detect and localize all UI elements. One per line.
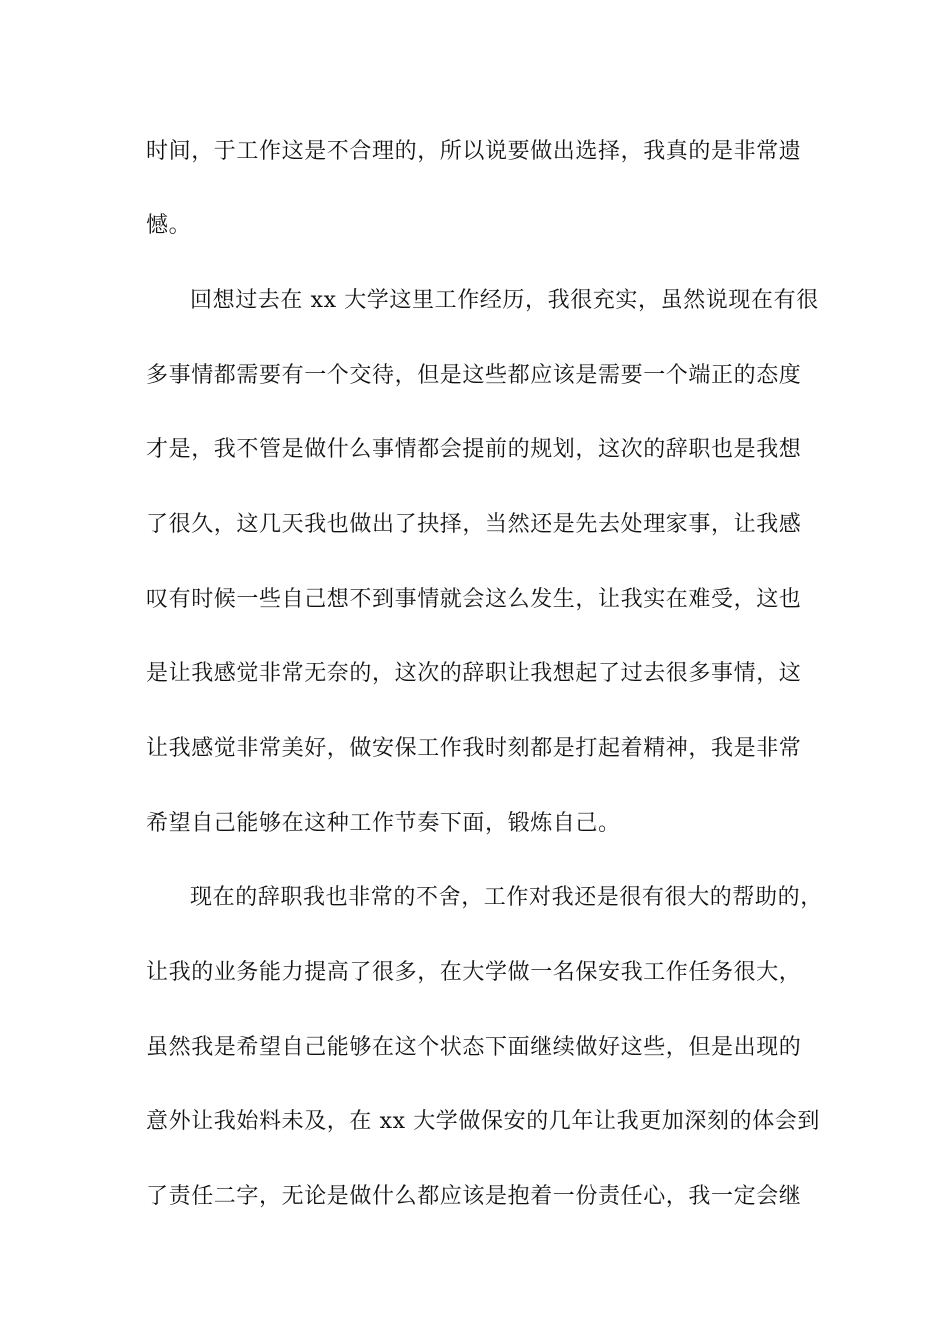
text-line: 时间，于工作这是不合理的，所以说要做出选择，我真的是非常遗	[146, 139, 802, 164]
text-line: 了很久，这几天我也做出了抉择，当然还是先去处理家事，让我感	[146, 512, 802, 537]
text-line: 才是，我不管是做什么事情都会提前的规划，这次的辞职也是我想	[146, 437, 802, 462]
text-line: 意外让我始料未及，在 xx 大学做保安的几年让我更加深刻的体会到	[146, 1109, 821, 1134]
text-line: 让我的业务能力提高了很多，在大学做一名保安我工作任务很大，	[146, 960, 802, 985]
text-line: 了责任二字，无论是做什么都应该是抱着一份责任心，我一定会继	[146, 1184, 802, 1209]
text-line: 多事情都需要有一个交待，但是这些都应该是需要一个端正的态度	[146, 363, 802, 388]
paragraph-first-line: 现在的辞职我也非常的不舍，工作对我还是很有很大的帮助的，	[190, 885, 823, 910]
text-line: 希望自己能够在这种工作节奏下面，锻炼自己。	[146, 811, 621, 836]
text-line: 虽然我是希望自己能够在这个状态下面继续做好这些，但是出现的	[146, 1035, 802, 1060]
text-line: 让我感觉非常美好，做安保工作我时刻都是打起着精神，我是非常	[146, 736, 802, 761]
text-line: 憾。	[146, 213, 192, 238]
text-line: 是让我感觉非常无奈的，这次的辞职让我想起了过去很多事情，这	[146, 661, 802, 686]
text-line: 叹有时候一些自己想不到事情就会这么发生，让我实在难受，这也	[146, 587, 802, 612]
paragraph-first-line: 回想过去在 xx 大学这里工作经历，我很充实，虽然说现在有很	[190, 288, 819, 313]
